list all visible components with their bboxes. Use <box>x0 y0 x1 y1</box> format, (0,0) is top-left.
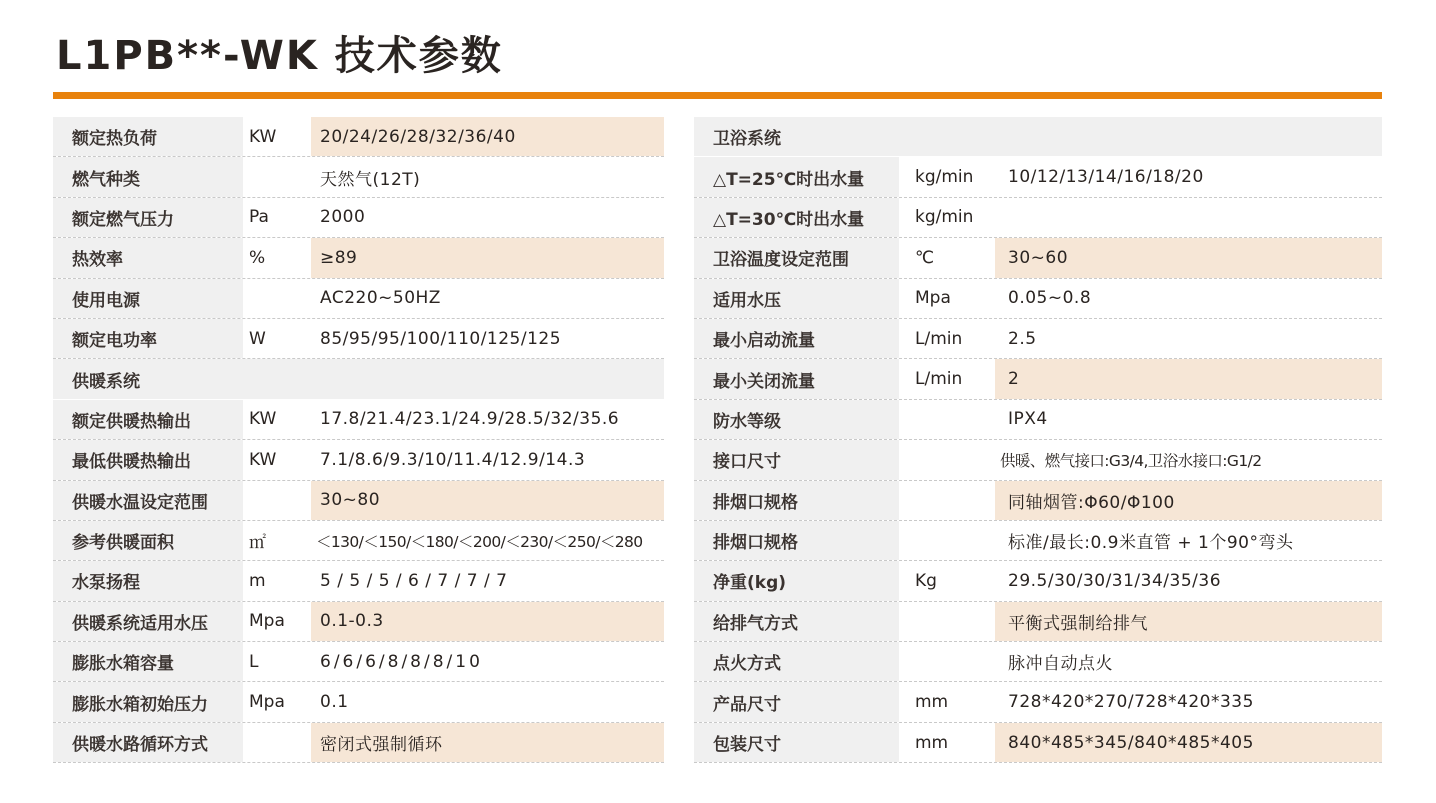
param-value: 0.1 <box>320 692 349 713</box>
section-title: 卫浴系统 <box>713 129 781 150</box>
param-unit: kg/min <box>915 207 974 228</box>
spec-row <box>53 440 664 480</box>
param-name: 膨胀水箱初始压力 <box>53 682 243 721</box>
param-name: 参考供暖面积 <box>53 521 243 560</box>
spec-row <box>694 521 1382 561</box>
spec-row <box>53 117 664 157</box>
param-value <box>311 359 664 398</box>
param-value: 10/12/13/14/16/18/20 <box>1008 167 1204 188</box>
param-unit <box>899 521 989 560</box>
title-underline-bar <box>53 92 1382 99</box>
param-value: 5 / 5 / 5 / 6 / 7 / 7 / 7 <box>320 570 508 591</box>
param-name: 净重(kg) <box>694 561 899 600</box>
param-unit <box>243 279 307 318</box>
param-name: 供暖水温设定范围 <box>53 481 243 520</box>
param-value: 6/6/6/8/8/8/10 <box>320 651 483 672</box>
param-unit: kg/min <box>915 167 974 188</box>
spec-row <box>694 198 1382 238</box>
param-value: 7.1/8.6/9.3/10/11.4/12.9/14.3 <box>320 449 586 470</box>
spec-row <box>694 642 1382 682</box>
page-title: L1PB**-WK 技术参数 <box>56 33 503 79</box>
param-value: 29.5/30/30/31/34/35/36 <box>1008 570 1222 591</box>
param-unit: KW <box>249 409 277 430</box>
spec-row <box>694 279 1382 319</box>
param-name: △T=30℃时出水量 <box>694 198 899 237</box>
param-unit: W <box>249 328 266 349</box>
param-unit: KW <box>249 449 277 470</box>
param-value: ＜130/＜150/＜180/＜200/＜230/＜250/＜280 <box>316 532 643 551</box>
spec-row <box>694 602 1382 642</box>
param-unit: Pa <box>249 207 269 228</box>
section-header-row <box>53 359 664 399</box>
spec-row <box>694 157 1382 197</box>
param-name: 供暖系统适用水压 <box>53 602 243 641</box>
param-unit: L/min <box>915 369 963 390</box>
param-unit <box>899 440 989 479</box>
param-name: 点火方式 <box>694 642 899 681</box>
param-value: 平衡式强制给排气 <box>995 602 1382 641</box>
param-value: 0.05~0.8 <box>1008 288 1092 309</box>
param-unit: KW <box>249 126 277 147</box>
spec-row <box>53 198 664 238</box>
param-name: 最低供暖热输出 <box>53 440 243 479</box>
param-name: 给排气方式 <box>694 602 899 641</box>
param-value: 2000 <box>320 207 366 228</box>
spec-row <box>53 238 664 278</box>
spec-row <box>53 319 664 359</box>
param-value <box>995 198 1382 237</box>
param-unit <box>243 481 307 520</box>
param-name: 最小关闭流量 <box>694 359 899 398</box>
param-unit <box>243 359 307 398</box>
param-unit: Mpa <box>249 611 285 632</box>
spec-row <box>694 440 1382 480</box>
right-spec-table <box>694 117 1382 763</box>
spec-row <box>694 723 1382 763</box>
param-name: 产品尺寸 <box>694 682 899 721</box>
spec-row <box>53 561 664 601</box>
param-name: 排烟口规格 <box>694 521 899 560</box>
param-value <box>995 117 1382 156</box>
param-unit: ㎡ <box>249 533 266 554</box>
param-name: 接口尺寸 <box>694 440 899 479</box>
param-value: 2 <box>995 359 1382 398</box>
param-unit: % <box>249 247 266 268</box>
spec-row <box>53 602 664 642</box>
param-value: 30~80 <box>311 481 664 520</box>
param-name: 热效率 <box>53 238 243 277</box>
param-value: 85/95/95/100/110/125/125 <box>320 328 562 349</box>
param-value: 20/24/26/28/32/36/40 <box>311 117 664 156</box>
param-name: 水泵扬程 <box>53 561 243 600</box>
param-name: 卫浴温度设定范围 <box>694 238 899 277</box>
section-title: 供暖系统 <box>72 371 140 392</box>
spec-row <box>694 359 1382 399</box>
param-value: 17.8/21.4/23.1/24.9/28.5/32/35.6 <box>320 409 620 430</box>
spec-row <box>53 279 664 319</box>
param-name: 额定供暖热输出 <box>53 400 243 439</box>
param-unit: Mpa <box>249 692 285 713</box>
param-name: 供暖水路循环方式 <box>53 723 243 762</box>
spec-row <box>53 521 664 561</box>
spec-row <box>694 238 1382 278</box>
param-name: 防水等级 <box>694 400 899 439</box>
param-value: 标准/最长:0.9米直管 + 1个90°弯头 <box>1008 533 1294 554</box>
spec-row <box>53 723 664 763</box>
param-value: 供暖、燃气接口:G3/4,卫浴水接口:G1/2 <box>1000 451 1262 470</box>
param-unit: L <box>249 651 259 672</box>
param-value: 0.1-0.3 <box>311 602 664 641</box>
param-name: 使用电源 <box>53 279 243 318</box>
param-unit: Kg <box>915 570 937 591</box>
param-name: 额定电功率 <box>53 319 243 358</box>
param-value: 840*485*345/840*485*405 <box>995 723 1382 762</box>
section-header-row <box>694 117 1382 157</box>
param-unit: m <box>249 570 266 591</box>
param-name: 额定热负荷 <box>53 117 243 156</box>
param-value: 天然气(12T) <box>320 169 421 190</box>
param-name: △T=25℃时出水量 <box>694 157 899 196</box>
param-value: 密闭式强制循环 <box>311 723 664 762</box>
spec-row <box>694 319 1382 359</box>
param-name: 额定燃气压力 <box>53 198 243 237</box>
spec-row <box>53 682 664 722</box>
param-unit: mm <box>915 732 949 753</box>
spec-row <box>53 157 664 197</box>
param-value: 同轴烟管:Φ60/Φ100 <box>995 481 1382 520</box>
param-unit: Mpa <box>915 288 951 309</box>
param-unit <box>899 400 989 439</box>
param-unit: mm <box>915 692 949 713</box>
param-unit <box>243 157 307 196</box>
spec-row <box>53 481 664 521</box>
param-unit: ℃ <box>915 247 935 268</box>
spec-row <box>53 400 664 440</box>
spec-row <box>694 400 1382 440</box>
left-spec-table <box>53 117 664 763</box>
param-value: 脉冲自动点火 <box>1008 654 1113 675</box>
spec-row <box>53 642 664 682</box>
spec-row <box>694 682 1382 722</box>
spec-row <box>694 481 1382 521</box>
param-value: AC220~50HZ <box>320 288 441 309</box>
param-unit <box>899 602 989 641</box>
param-unit <box>899 481 989 520</box>
param-unit <box>243 723 307 762</box>
param-value: 728*420*270/728*420*335 <box>1008 692 1254 713</box>
param-name: 包装尺寸 <box>694 723 899 762</box>
param-unit: L/min <box>915 328 963 349</box>
param-value: IPX4 <box>1008 409 1048 430</box>
param-unit <box>899 117 989 156</box>
param-unit <box>899 642 989 681</box>
param-name: 燃气种类 <box>53 157 243 196</box>
spec-row <box>694 561 1382 601</box>
param-value: 30~60 <box>995 238 1382 277</box>
param-value: 2.5 <box>1008 328 1037 349</box>
param-value: ≥89 <box>311 238 664 277</box>
param-name: 排烟口规格 <box>694 481 899 520</box>
param-name: 适用水压 <box>694 279 899 318</box>
param-name: 膨胀水箱容量 <box>53 642 243 681</box>
param-name: 最小启动流量 <box>694 319 899 358</box>
